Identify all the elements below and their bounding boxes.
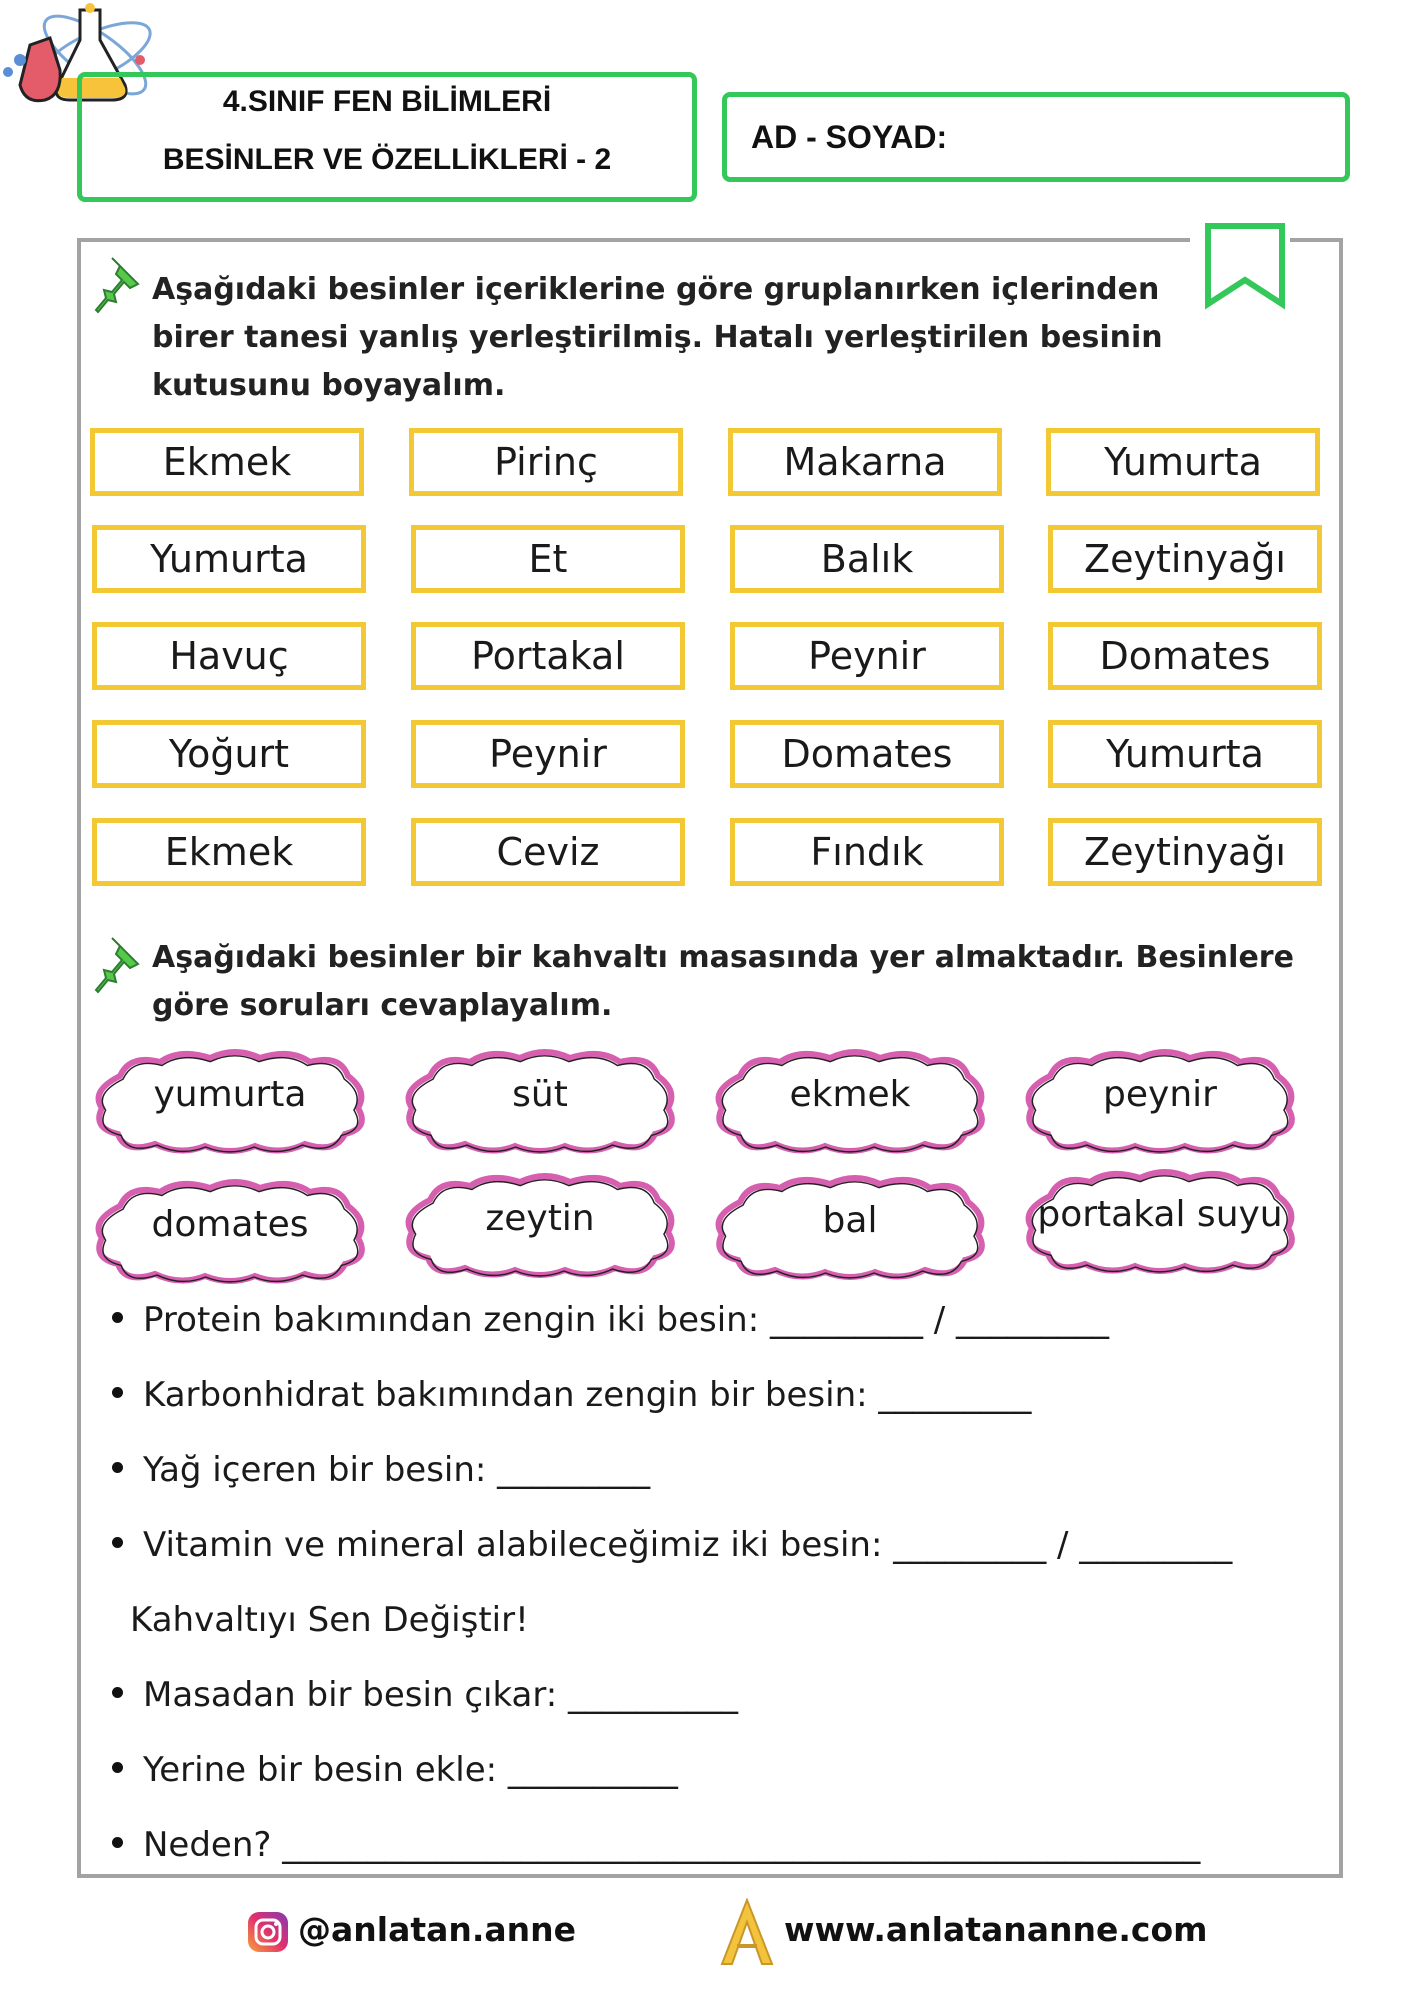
pushpin-icon bbox=[94, 934, 144, 998]
section2-instruction: Aşağıdaki besinler bir kahvaltı masasında yer almaktadır. Besinlere göre soruları cevaplayalım. bbox=[152, 940, 1294, 1023]
question-item bbox=[112, 1525, 1232, 1565]
worksheet-title-box bbox=[77, 72, 697, 202]
bookmark-icon bbox=[1200, 222, 1290, 312]
website-link[interactable]: www.anlatananne.com bbox=[784, 1910, 1208, 1949]
food-box[interactable]: Portakal bbox=[411, 622, 685, 690]
question-item bbox=[112, 1750, 678, 1790]
bullet-icon bbox=[112, 1312, 123, 1323]
subheading: Kahvaltıyı Sen Değiştir! bbox=[130, 1600, 529, 1640]
cloud-label: portakal suyu bbox=[1037, 1194, 1283, 1235]
food-box[interactable]: Zeytinyağı bbox=[1048, 525, 1322, 593]
food-box[interactable]: Et bbox=[411, 525, 685, 593]
pushpin-icon bbox=[94, 254, 144, 318]
instagram-icon bbox=[246, 1910, 290, 1954]
breakfast-food-cloud bbox=[1020, 1046, 1300, 1156]
cloud-label: zeytin bbox=[485, 1198, 595, 1239]
food-box[interactable]: Zeytinyağı bbox=[1048, 818, 1322, 886]
breakfast-food-cloud bbox=[90, 1046, 370, 1156]
breakfast-food-cloud bbox=[90, 1176, 370, 1286]
food-box[interactable]: Pirinç bbox=[409, 428, 683, 496]
food-box[interactable]: Domates bbox=[1048, 622, 1322, 690]
food-box[interactable]: Havuç bbox=[92, 622, 366, 690]
cloud-label: domates bbox=[151, 1204, 309, 1245]
cloud-label: süt bbox=[512, 1074, 568, 1115]
question-text: Protein bakımından zengin iki besin: _________ / _________ bbox=[143, 1300, 1110, 1340]
breakfast-food-cloud bbox=[400, 1046, 680, 1156]
question-item bbox=[112, 1375, 1031, 1415]
question-item bbox=[112, 1450, 650, 1490]
question-item bbox=[112, 1300, 1109, 1340]
food-box[interactable]: Makarna bbox=[728, 428, 1002, 496]
food-box[interactable]: Ceviz bbox=[411, 818, 685, 886]
breakfast-food-cloud bbox=[1020, 1166, 1300, 1276]
bullet-icon bbox=[112, 1387, 123, 1398]
name-label: AD - SOYAD: bbox=[751, 119, 948, 155]
instagram-handle[interactable]: @anlatan.anne bbox=[298, 1910, 577, 1949]
food-box[interactable]: Fındık bbox=[730, 818, 1004, 886]
question-item bbox=[112, 1825, 1200, 1865]
name-field[interactable] bbox=[722, 92, 1350, 182]
bullet-icon bbox=[112, 1687, 123, 1698]
food-box[interactable]: Peynir bbox=[411, 720, 685, 788]
question-text: Karbonhidrat bakımından zengin bir besin: _________ bbox=[143, 1375, 1032, 1415]
bullet-icon bbox=[112, 1537, 123, 1548]
food-box[interactable]: Yoğurt bbox=[92, 720, 366, 788]
food-box[interactable]: Ekmek bbox=[92, 818, 366, 886]
section1-instruction: Aşağıdaki besinler içeriklerine göre gruplanırken içlerinden birer tanesi yanlış yerleştirilmiş. Hatalı yerleştirilen besinin kutusunu boyayalım. bbox=[152, 272, 1163, 403]
cloud-label: bal bbox=[822, 1200, 878, 1241]
question-text: Masadan bir besin çıkar: __________ bbox=[143, 1675, 739, 1715]
food-box[interactable]: Yumurta bbox=[1046, 428, 1320, 496]
food-box[interactable]: Ekmek bbox=[90, 428, 364, 496]
title-line2: BESİNLER VE ÖZELLİKLERİ - 2 bbox=[162, 143, 612, 176]
food-box[interactable]: Domates bbox=[730, 720, 1004, 788]
breakfast-food-cloud bbox=[710, 1046, 990, 1156]
brand-a-logo-icon bbox=[718, 1898, 776, 1968]
bullet-icon bbox=[112, 1462, 123, 1473]
question-item bbox=[112, 1675, 738, 1715]
question-text: Yerine bir besin ekle: __________ bbox=[143, 1750, 678, 1790]
question-text: Neden? ______________________________________________________ bbox=[143, 1825, 1201, 1865]
question-text: Vitamin ve mineral alabileceğimiz iki besin: _________ / _________ bbox=[143, 1525, 1233, 1565]
title-line1: 4.SINIF FEN BİLİMLERİ bbox=[222, 85, 552, 118]
bullet-icon bbox=[112, 1762, 123, 1773]
food-box[interactable]: Yumurta bbox=[1048, 720, 1322, 788]
food-box[interactable]: Peynir bbox=[730, 622, 1004, 690]
food-box[interactable]: Yumurta bbox=[92, 525, 366, 593]
bullet-icon bbox=[112, 1837, 123, 1848]
food-box[interactable]: Balık bbox=[730, 525, 1004, 593]
cloud-label: ekmek bbox=[789, 1074, 911, 1115]
cloud-label: yumurta bbox=[153, 1074, 307, 1115]
breakfast-food-cloud bbox=[710, 1172, 990, 1282]
question-text: Yağ içeren bir besin: _________ bbox=[143, 1450, 651, 1490]
breakfast-food-cloud bbox=[400, 1170, 680, 1280]
cloud-label: peynir bbox=[1103, 1074, 1217, 1115]
